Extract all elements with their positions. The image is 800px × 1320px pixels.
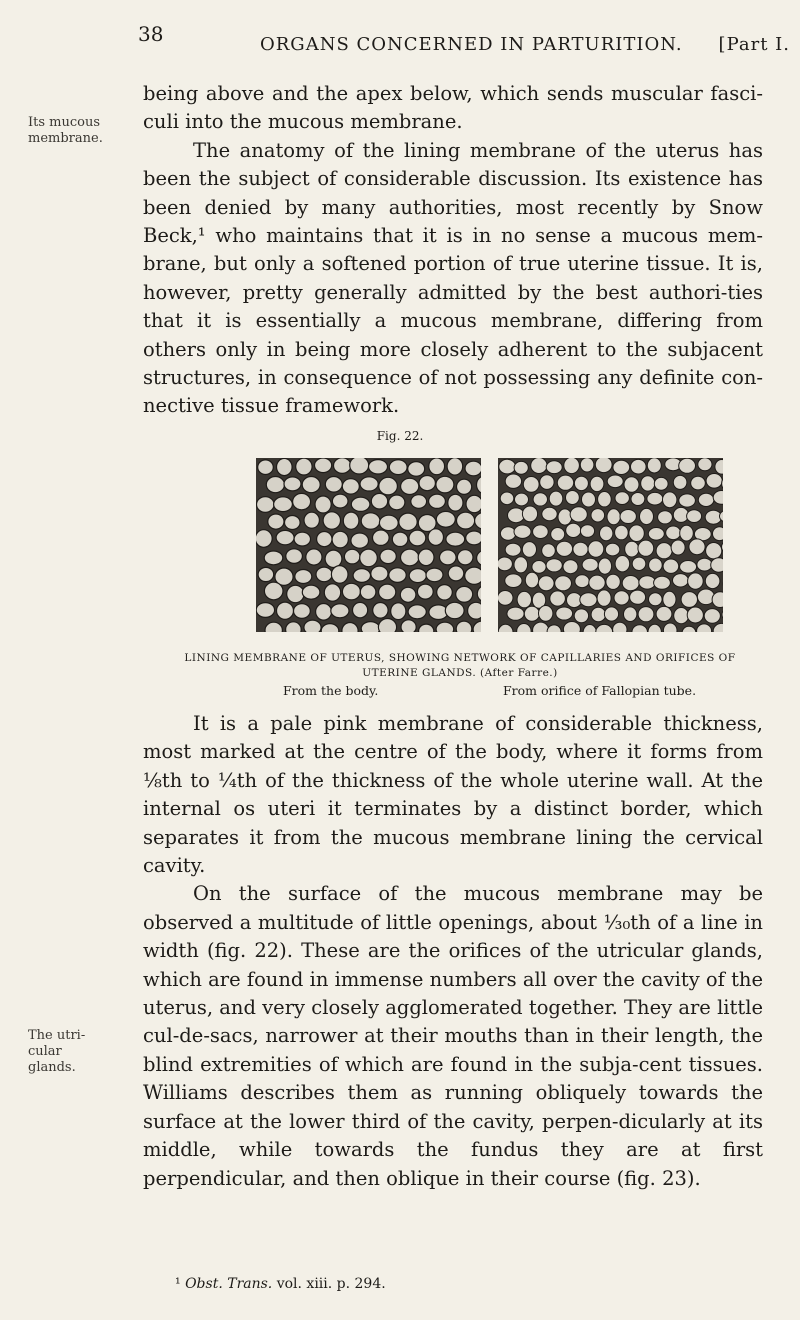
figure-panel-body — [256, 458, 481, 632]
figure-22 — [256, 458, 728, 632]
figure-right-label: From orifice of Fallopian tube. — [503, 683, 697, 698]
page-header — [120, 22, 790, 58]
paragraph-2: The anatomy of the lining membrane of the uterus has been the subject of considerable discussion. Its existence has been denied by many authorities, most recently by Snow Beck,¹ who maintains that it is in no sense a mucous mem-brane, but only a softened portion of true uterine tissue. It is, however, pretty generally admitted by the best authori-ties that it is essentially a mucous membrane, differing from others only in being more closely adherent to the subjacent structures, in consequence of not possessing any definite con-nective tissue framework. — [143, 138, 763, 418]
paragraph-1: being above and the apex below, which sends muscular fasci-culi into the mucous membrane. — [143, 82, 763, 134]
margin-note-mucous-membrane: Its mucous membrane. — [28, 115, 103, 146]
text-block-top — [143, 80, 763, 421]
page-number: 38 — [138, 22, 164, 46]
figure-label: Fig. 22. — [376, 429, 424, 443]
margin-note-utricular-glands: The utri-cular glands. — [28, 1028, 86, 1075]
capillary-network-illustration-left — [256, 458, 481, 632]
paragraph-4: On the surface of the mucous membrane may be observed a multitude of little openings, about ¹⁄₃₀th of a line in width (fig. 22). These are the orifices of the utricular glands, which are found in immense numbers all over the cavity of the uterus, and very closely agglomerated together. They are little cul-de-sacs, narrower at their mouths than in their length, the blind extremities of which are found in the subja-cent tissues. Williams describes them as running obliquely towards the surface at the lower third of the cavity, perpen-dicularly at its middle, while towards the fundus they are at first perpendicular, and then oblique in their course (fig. 23). — [143, 882, 764, 1190]
capillary-network-illustration-right — [498, 458, 723, 632]
figure-caption: LINING MEMBRANE OF UTERUS, SHOWING NETWORK OF CAPILLARIES AND ORIFICES OF UTERINE GLANDS. (After Farre.) — [184, 652, 736, 679]
part-label: [Part I. — [718, 34, 790, 55]
running-title: ORGANS CONCERNED IN PARTURITION. — [260, 34, 683, 55]
figure-left-label: From the body. — [283, 683, 379, 698]
footnote-reference: vol. xiii. p. 294. — [276, 1276, 386, 1292]
footnote-citation: Obst. Trans. — [185, 1276, 273, 1292]
figure-panel-fallopian — [498, 458, 723, 632]
footnote — [175, 1276, 386, 1292]
footnote-mark: ¹ — [175, 1276, 181, 1292]
paragraph-3: It is a pale pink membrane of considerable thickness, most marked at the centre of the body, where it forms from ⅛th to ¼th of the thickness of the whole uterine wall. At the internal os uteri it terminates by a distinct border, which separates it from the mucous membrane lining the cervical cavity. — [143, 712, 763, 878]
text-block-bottom — [143, 710, 763, 1193]
